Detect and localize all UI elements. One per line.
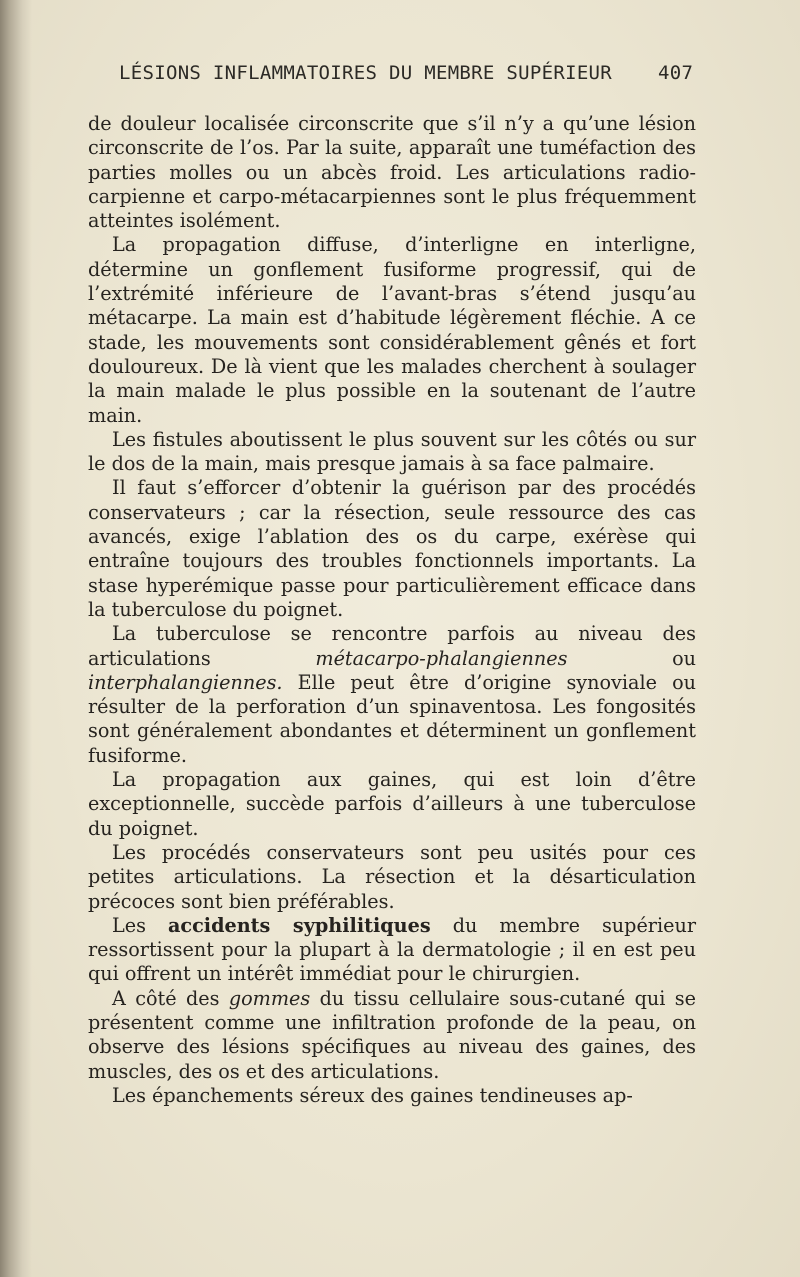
paragraph-text: du membre supérieur ressortissent pour la plupart à la dermatologie ; il en est peu qui offrent un intérêt immédiat pour le chirurgien. <box>88 913 696 986</box>
running-title: LÉSIONS INFLAMMATOIRES DU MEMBRE SUPÉRIEUR <box>119 62 613 84</box>
book-spine-shadow <box>0 0 32 1277</box>
paragraph-text: Elle peut être d’origine synoviale ou résulter de la perforation d’un spinaventosa. Les fongosités sont généralement abondantes et déterminent un gonflement fusiforme. <box>88 670 696 767</box>
paragraph <box>88 987 696 1084</box>
page-number: 407 <box>658 62 694 84</box>
paragraph-text: A côté des <box>112 986 229 1010</box>
paragraph: La propagation diffuse, d’interligne en interligne, détermine un gonflement fusiforme progressif, qui de l’extrémité inférieure de l’avant-bras s’étend jusqu’au métacarpe. La main est d’habitude légèrement fléchie. A ce stade, les mouvements sont considérablement gênés et fort douloureux. De là vient que les malades cherchent à soulager la main malade le plus possible en la soutenant de l’autre main. <box>88 233 696 427</box>
paragraph-text: La tuberculose se rencontre parfois au niveau des articulations <box>88 622 696 670</box>
paragraph: Les épanchements séreux des gaines tendineuses ap- <box>112 1083 633 1107</box>
italic-term: interphalangiennes. <box>88 670 283 694</box>
paragraph: Les procédés conservateurs sont peu usités pour ces petites articulations. La résection et la désarticulation précoces sont bien préférables. <box>88 840 696 913</box>
paragraph: de douleur localisée circonscrite que s’il n’y a qu’une lésion circonscrite de l’os. Par la suite, apparaît une tuméfaction des parties molles ou un abcès froid. Les articulations radio-carpienne et carpo-métacarpiennes sont le plus fréquemment atteintes isolément. <box>88 112 696 233</box>
paragraph: Il faut s’efforcer d’obtenir la guérison par des procédés conservateurs ; car la résection, seule ressource des cas avancés, exige l’ablation des os du carpe, exérèse qui entraîne toujours des troubles fonctionnels importants. La stase hyperémique passe pour particulièrement efficace dans la tuberculose du poignet. <box>88 476 696 621</box>
paragraph: Les fistules aboutissent le plus souvent sur les côtés ou sur le dos de la main, mais presque jamais à sa face palmaire. <box>88 427 696 476</box>
paragraph: La propagation aux gaines, qui est loin d’être exceptionnelle, succède parfois d’ailleurs à une tuberculose du poignet. <box>88 768 696 840</box>
paragraph-text: ou <box>567 646 697 670</box>
bold-term: accidents syphilitiques <box>167 913 431 937</box>
paragraph-text: du tissu cellulaire sous-cutané qui se présentent comme une infiltration profonde de la peau, on observe des lésions spécifiques au niveau des gaines, des muscles, des os et des articulations. <box>88 986 696 1083</box>
page-header <box>0 62 800 92</box>
paragraph <box>88 914 696 987</box>
paragraph-text: Les <box>112 913 168 937</box>
italic-term: gommes <box>228 986 311 1010</box>
italic-term: métacarpo-phalangiennes <box>315 646 568 670</box>
paragraph <box>88 622 696 768</box>
body-text <box>88 112 696 1108</box>
